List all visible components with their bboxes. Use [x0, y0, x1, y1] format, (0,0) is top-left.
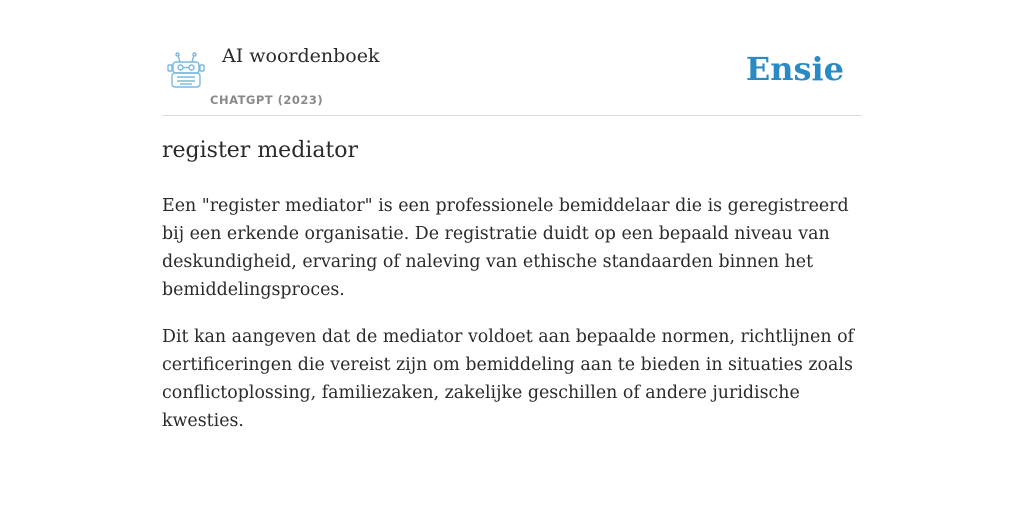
definition-paragraph: Een "register mediator" is een professionele bemiddelaar die is geregistreerd bij een erkende organisatie. De registratie duidt op een bepaald niveau van deskundigheid, ervaring of naleving van ethische standaarden binnen het bemiddelingsproces.	[162, 196, 849, 300]
brand-logo[interactable]: Ensie	[745, 50, 844, 88]
robot-icon	[166, 52, 206, 92]
definition-paragraph: Dit kan aangeven dat de mediator voldoet aan bepaalde normen, richtlijnen of certificeringen die vereist zijn om bemiddeling aan te bieden in situaties zoals conflictoplossing, familiezaken, zakelijke geschillen of andere juridische kwesties.	[162, 327, 854, 431]
definition	[162, 192, 862, 454]
entry-term: register mediator	[162, 138, 359, 163]
header	[162, 40, 862, 116]
source-label: CHATGPT (2023)	[210, 93, 324, 107]
site-title[interactable]: AI woordenboek	[222, 45, 380, 67]
